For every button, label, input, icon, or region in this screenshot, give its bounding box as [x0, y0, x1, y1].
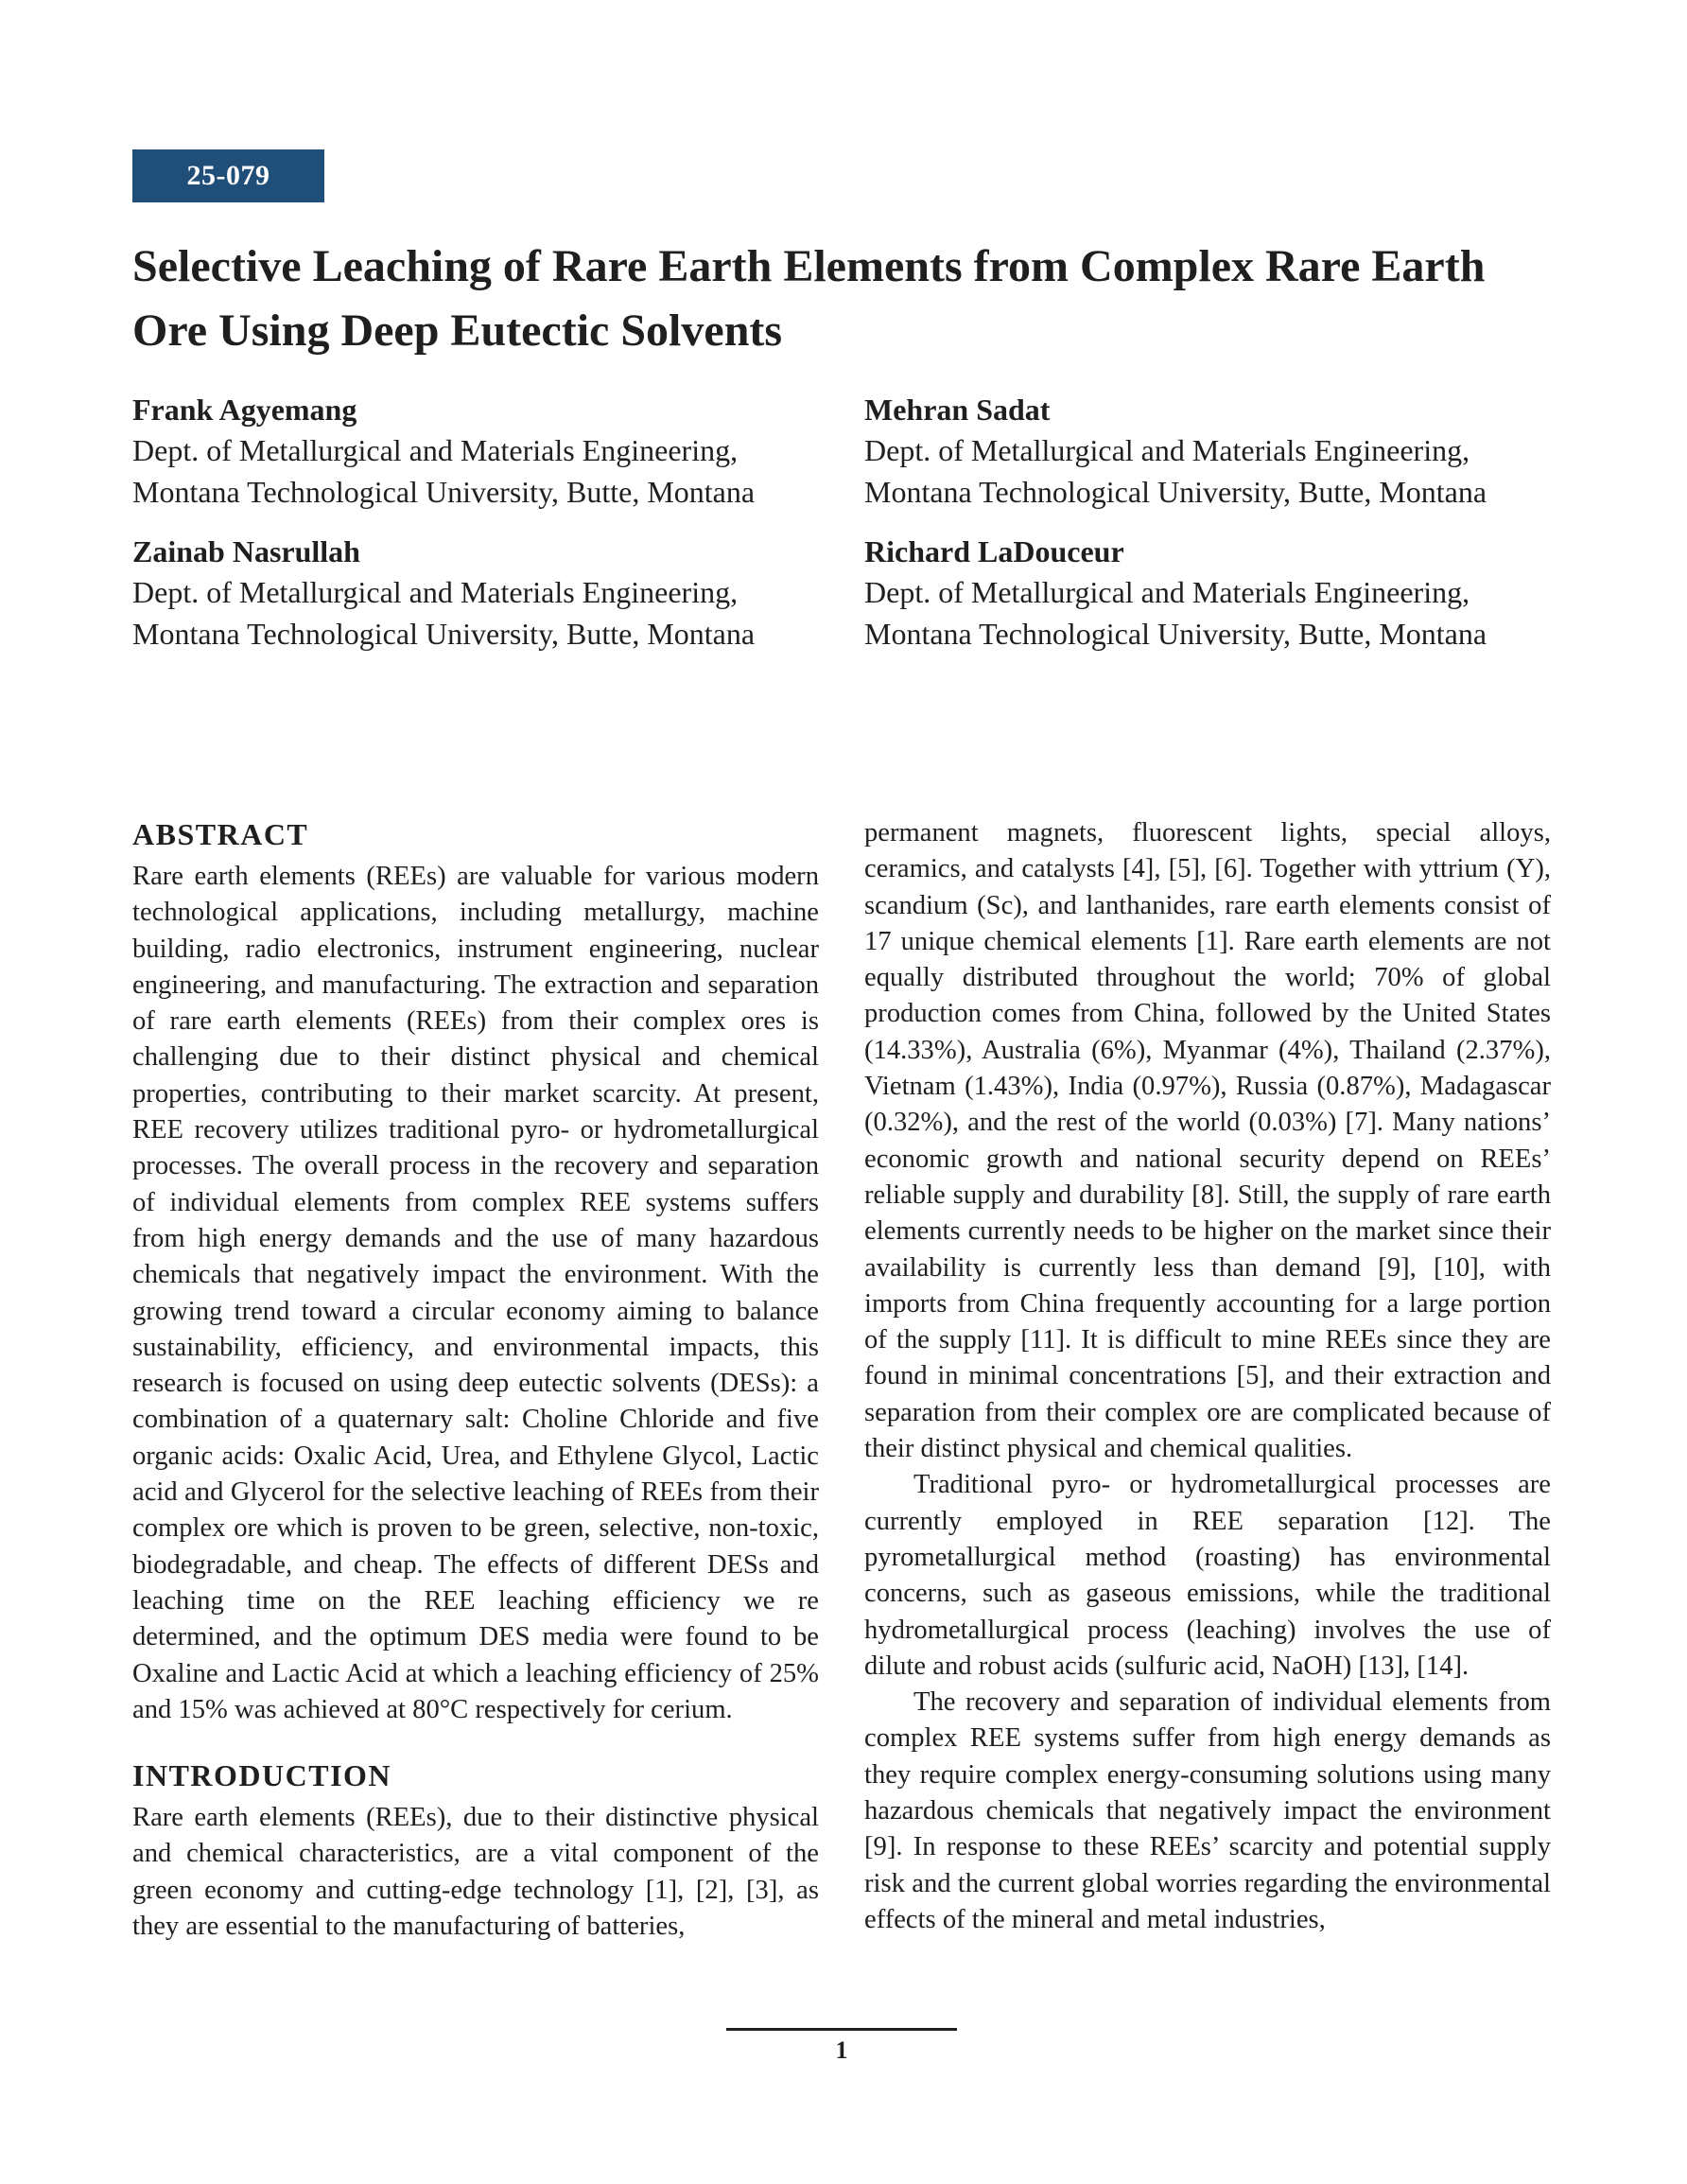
author-1 [132, 390, 832, 513]
author-affiliation-line1: Dept. of Metallurgical and Materials Engineering, [864, 575, 1470, 609]
author-affiliation-line1: Dept. of Metallurgical and Materials Engineering, [864, 433, 1470, 467]
page-number: 1 [835, 2036, 848, 2064]
author-affiliation-line1: Dept. of Metallurgical and Materials Engineering, [132, 433, 739, 467]
author-affiliation-line1: Dept. of Metallurgical and Materials Engineering, [132, 575, 739, 609]
paper-id-text: 25-079 [186, 160, 270, 191]
introduction-paragraph-1-continued: permanent magnets, fluorescent lights, special alloys, ceramics, and catalysts [4], [5], [6]. Together with yttrium (Y), scandium (Sc), and lanthanides, rare earth elements consist of 17 unique chemical elements [1]. Rare earth elements are not equally distributed throughout the world; 70% of global production comes from China, followed by the United States (14.33%), Australia (6%), Myanmar (4%), Thailand (2.37%), Vietnam (1.43%), India (0.97%), Russia (0.87%), Madagascar (0.32%), and the rest of the world (0.03%) [7]. Many nations’ economic growth and national security depend on REEs’ reliable supply and durability [8]. Still, the supply of rare earth elements currently needs to be higher on the market since their availability is currently less than demand [9], [10], with imports from China frequently accounting for a large portion of the supply [11]. It is difficult to mine REEs since they are found in minimal concentrations [5], and their extraction and separation from their complex ore are complicated because of their distinct physical and chemical qualities. [864, 818, 1551, 1464]
author-affiliation-line2: Montana Technological University, Butte, Montana [132, 617, 756, 651]
author-2 [864, 390, 1564, 513]
paper-id-badge [132, 149, 324, 202]
abstract-heading: ABSTRACT [132, 817, 309, 851]
author-name: Zainab Nasrullah [132, 534, 360, 568]
paper-title: Selective Leaching of Rare Earth Elements from Complex Rare Earth Ore Using Deep Eutectic Solvents [132, 241, 1486, 356]
right-column [864, 815, 1551, 1938]
footer-rule [726, 2028, 957, 2031]
author-name: Frank Agyemang [132, 393, 357, 427]
author-affiliation-line2: Montana Technological University, Butte, Montana [132, 475, 756, 509]
author-3 [132, 532, 832, 655]
author-name: Richard LaDouceur [864, 534, 1124, 568]
introduction-paragraph-1-start: Rare earth elements (REEs), due to their distinctive physical and chemical characteristics, are a vital component of the green economy and cutting-edge technology [1], [2], [3], as they are essential to the manufacturing of batteries, [132, 1803, 819, 1942]
left-column [132, 815, 819, 1945]
author-affiliation-line2: Montana Technological University, Butte, Montana [864, 617, 1487, 651]
introduction-paragraph-3: The recovery and separation of individual elements from complex REE systems suffer from high energy demands as they require complex energy-consuming solutions using many hazardous chemicals that negatively impact the environment [9]. In response to these REEs’ scarcity and potential supply risk and the current global worries regarding the environmental effects of the mineral and metal industries, [864, 1687, 1551, 1934]
introduction-heading: INTRODUCTION [132, 1758, 392, 1793]
abstract-text: Rare earth elements (REEs) are valuable for various modern technological applications, including metallurgy, machine building, radio electronics, instrument engineering, nuclear engineering, and manufacturing. The extraction and separation of rare earth elements (REEs) from their complex ores is challenging due to their distinct physical and chemical properties, contributing to their market scarcity. At present, REE recovery utilizes traditional pyro- or hydrometallurgical processes. The overall process in the recovery and separation of individual elements from complex REE systems suffers from high energy demands and the use of many hazardous chemicals that negatively impact the environment. With the growing trend toward a circular economy aiming to balance sustainability, efficiency, and environmental impacts, this research is focused on using deep eutectic solvents (DESs): a combination of a quaternary salt: Choline Chloride and five organic acids: Oxalic Acid, Urea, and Ethylene Glycol, Lactic acid and Glycerol for the selective leaching of REEs from their complex ore which is proven to be green, selective, non-toxic, biodegradable, and cheap. The effects of different DESs and leaching time on the REE leaching efficiency we re determined, and the optimum DES media were found to be Oxaline and Lactic Acid at which a leaching efficiency of 25% and 15% was achieved at 80°C respectively for cerium. [132, 862, 819, 1724]
author-4 [864, 532, 1564, 655]
author-affiliation-line2: Montana Technological University, Butte, Montana [864, 475, 1487, 509]
author-name: Mehran Sadat [864, 393, 1051, 427]
introduction-paragraph-2: Traditional pyro- or hydrometallurgical processes are currently employed in REE separation [12]. The pyrometallurgical method (roasting) has environmental concerns, such as gaseous emissions, while the traditional hydrometallurgical process (leaching) involves the use of dilute and robust acids (sulfuric acid, NaOH) [13], [14]. [864, 1470, 1551, 1681]
